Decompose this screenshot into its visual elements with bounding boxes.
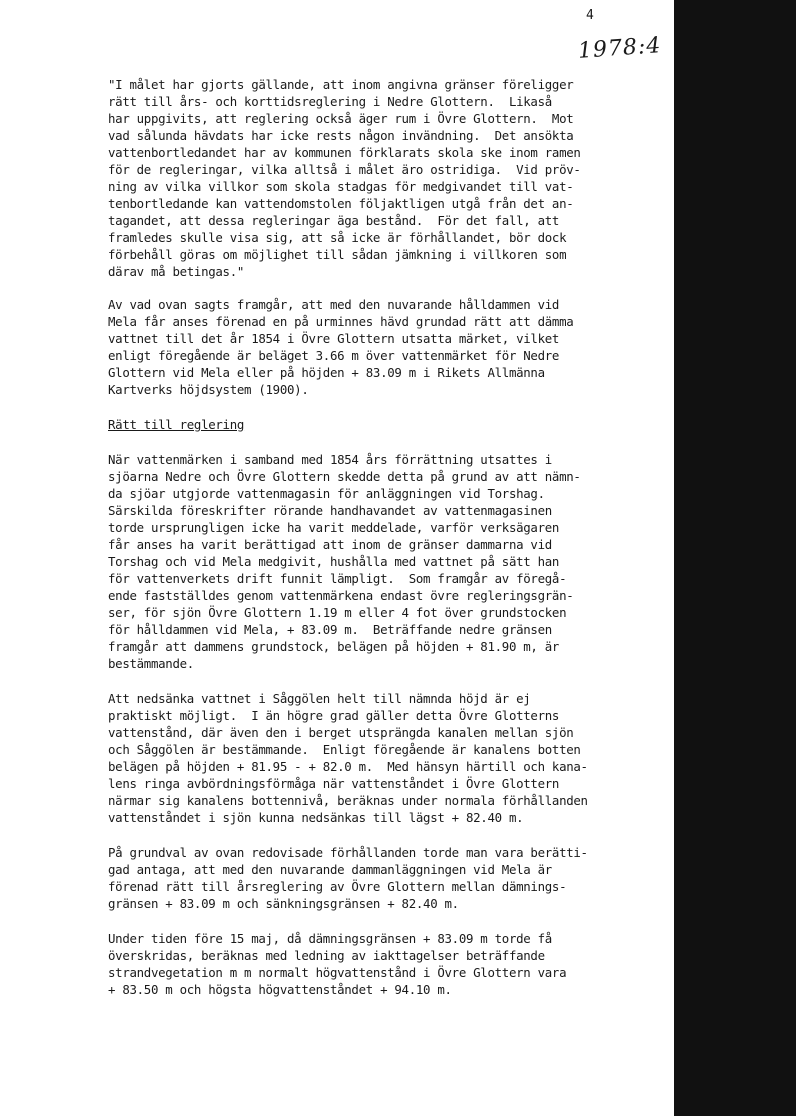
text-line: för de regleringar, vilka alltså i målet äro ostridiga. Vid pröv-: [108, 162, 581, 177]
text-line: praktiskt möjligt. I än högre grad gäller detta Övre Glotterns: [108, 708, 560, 723]
text-line: har uppgivits, att reglering också äger rum i Övre Glottern. Mot: [108, 111, 574, 126]
text-line: bestämmande.: [108, 656, 194, 671]
text-line: torde ursprungligen icke ha varit meddelade, varför verksägaren: [108, 520, 560, 535]
text-line: tenbortledande kan vattendomstolen följaktligen utgå från det an-: [108, 196, 574, 211]
text-line: för vattenverkets drift funnit lämpligt. Som framgår av föregå-: [108, 571, 567, 586]
text-line: rätt till års- och korttidsreglering i Nedre Glottern. Likaså: [108, 94, 552, 109]
scan-edge: [674, 0, 796, 1116]
text-line: vattenstånd, där även den i berget utsprängda kanalen mellan sjön: [108, 725, 574, 740]
text-line: vattenbortledandet har av kommunen förklarats skola ske inom ramen: [108, 145, 581, 160]
text-line: förenad rätt till årsreglering av Övre Glottern mellan dämnings-: [108, 879, 567, 894]
text-line: Torshag och vid Mela medgivit, hushålla med vattnet på sätt han: [108, 554, 560, 569]
text-line: Kartverks höjdsystem (1900).: [108, 382, 309, 397]
document-body: [108, 76, 668, 998]
text-line: belägen på höjden + 81.95 - + 82.0 m. Med hänsyn härtill och kana-: [108, 759, 588, 774]
paragraph-quote: [108, 76, 668, 280]
text-line: När vattenmärken i samband med 1854 års förrättning utsattes i: [108, 452, 552, 467]
text-line: ende fastställdes genom vattenmärkena endast övre regleringsgrän-: [108, 588, 574, 603]
text-line: Glottern vid Mela eller på höjden + 83.09 m i Rikets Allmänna: [108, 365, 545, 380]
paragraph-regulation-right: [108, 844, 668, 912]
text-line: gränsen + 83.09 m och sänkningsgränsen + 82.40 m.: [108, 896, 459, 911]
text-line: sjöarna Nedre och Övre Glottern skedde detta på grund av att nämn-: [108, 469, 581, 484]
text-line: lens ringa avbördningsförmåga när vattenståndet i Övre Glottern: [108, 776, 560, 791]
paragraph-high-water: [108, 930, 668, 998]
text-line: strandvegetation m m normalt högvattenstånd i Övre Glottern vara: [108, 965, 567, 980]
text-line: ning av vilka villkor som skola stadgas för medgivandet till vat-: [108, 179, 574, 194]
handwritten-archive-mark: 1978:4: [577, 33, 663, 64]
text-line: Att nedsänka vattnet i Såggölen helt till nämnda höjd är ej: [108, 691, 531, 706]
page-number: 4: [586, 8, 594, 23]
paragraph-damming-right: [108, 296, 668, 398]
text-line: vattenståndet i sjön kunna nedsänkas till lägst + 82.40 m.: [108, 810, 524, 825]
text-line: framledes skulle visa sig, att så icke är förhållandet, bör dock: [108, 230, 567, 245]
text-line: gad antaga, att med den nuvarande dammanläggningen vid Mela är: [108, 862, 552, 877]
text-line: tagandet, att dessa regleringar äga bestånd. För det fall, att: [108, 213, 560, 228]
text-line: för hålldammen vid Mela, + 83.09 m. Beträffande nedre gränsen: [108, 622, 552, 637]
text-line: närmar sig kanalens bottennivå, beräknas under normala förhållanden: [108, 793, 588, 808]
text-line: överskridas, beräknas med ledning av iakttagelser beträffande: [108, 948, 545, 963]
text-line: Under tiden före 15 maj, då dämningsgränsen + 83.09 m torde få: [108, 931, 552, 946]
text-line: förbehåll göras om möjlighet till sådan jämkning i villkoren som: [108, 247, 567, 262]
text-line: enligt föregående är beläget 3.66 m över vattenmärket för Nedre: [108, 348, 560, 363]
section-heading: Rätt till reglering: [108, 417, 245, 432]
text-line: Särskilda föreskrifter rörande handhavandet av vattenmagasinen: [108, 503, 552, 518]
paragraph-water-marks: [108, 451, 668, 672]
text-line: Av vad ovan sagts framgår, att med den nuvarande hålldammen vid: [108, 297, 560, 312]
text-line: vad sålunda hävdats har icke rests någon invändning. Det ansökta: [108, 128, 574, 143]
text-line: därav må betingas.": [108, 264, 245, 279]
text-line: "I målet har gjorts gällande, att inom angivna gränser föreligger: [108, 77, 574, 92]
text-line: ser, för sjön Övre Glottern 1.19 m eller 4 fot över grundstocken: [108, 605, 567, 620]
text-line: och Såggölen är bestämmande. Enligt föregående är kanalens botten: [108, 742, 581, 757]
text-line: framgår att dammens grundstock, belägen på höjden + 81.90 m, är: [108, 639, 560, 654]
text-line: Mela får anses förenad en på urminnes hävd grundad rätt att dämma: [108, 314, 574, 329]
text-line: + 83.50 m och högsta högvattenståndet + 94.10 m.: [108, 982, 452, 997]
text-line: vattnet till det år 1854 i Övre Glottern utsatta märket, vilket: [108, 331, 560, 346]
text-line: får anses ha varit berättigad att inom de gränser dammarna vid: [108, 537, 552, 552]
text-line: På grundval av ovan redovisade förhållanden torde man vara berätti-: [108, 845, 588, 860]
paragraph-lowering: [108, 690, 668, 826]
text-line: da sjöar utgjorde vattenmagasin för anläggningen vid Torshag.: [108, 486, 545, 501]
